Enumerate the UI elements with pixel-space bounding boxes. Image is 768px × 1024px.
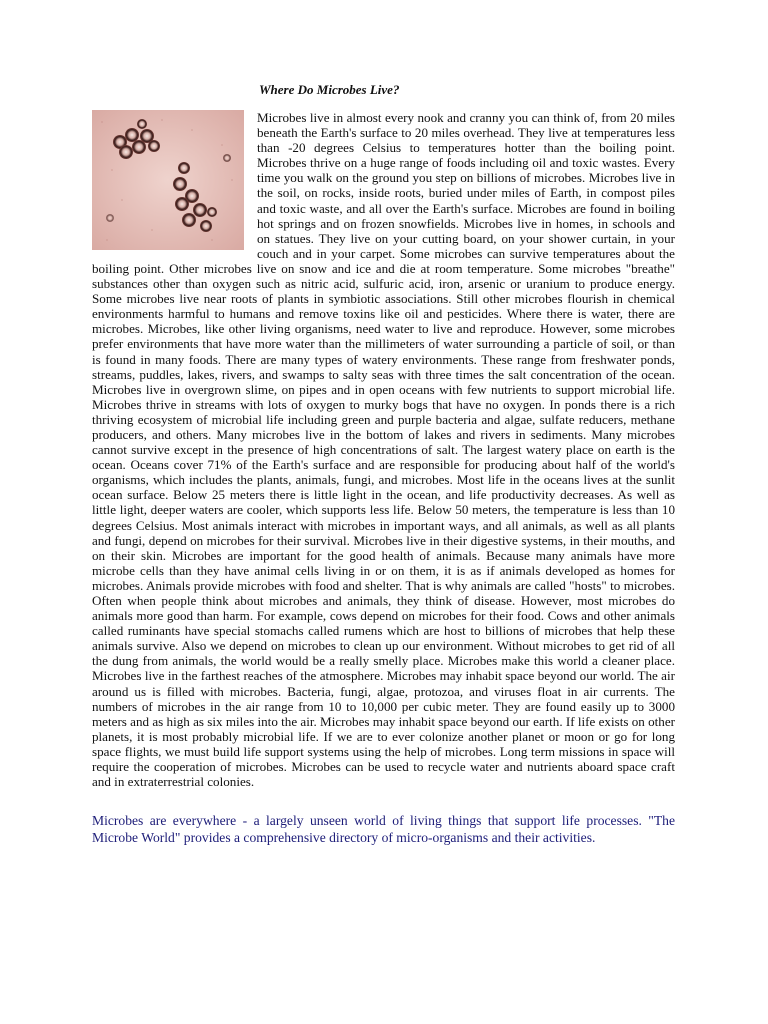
article-body-block	[92, 110, 675, 789]
article-footer-text: Microbes are everywhere - a largely unseen world of living things that support life processes. "The Microbe World" provides a comprehensive directory of micro-organisms and their activities.	[92, 813, 675, 846]
document-page	[92, 82, 675, 846]
microbe-micrograph-image	[92, 110, 244, 250]
article-title: Where Do Microbes Live?	[259, 82, 400, 97]
article-body-text: Microbes live in almost every nook and cranny you can think of, from 20 miles beneath the Earth's surface to 20 miles overhead. They live at temperatures less than -20 degrees Celsius to temperatures hotter than the boiling point. Microbes thrive on a huge range of foods including oil and toxic wastes. Every time you walk on the ground you step on billions of microbes. Microbes live in the soil, on rocks, inside roots, buried under miles of Earth, in compost piles and toxic waste, and all over the Earth's surface. Microbes are found in boiling hot springs and on frozen snowfields. Microbes live in homes, in schools and on statues. They live on your cutting board, on your shower curtain, in your couch and in your carpet. Some microbes can survive temperatures about the boiling point. Other microbes live on snow and ice and die at room temperature. Some microbes "breathe" substances other than oxygen such as nitric acid, sulfuric acid, iron, arsenic or uranium to produce energy. Some microbes live near roots of plants in symbiotic associations. Still other microbes flourish in chemical environments harmful to humans and remove toxins like oil and pesticides. Where there is water, there are microbes. Microbes, like other living organisms, need water to live and reproduce. However, some microbes prefer environments that have more water than the millimeters of water surrounding a particle of soil, or than is found in many foods. There are many types of watery environments. These range from freshwater ponds, streams, puddles, lakes, rivers, and swamps to salty seas with three times the salt concentration of the ocean. Microbes live in overgrown slime, on pipes and in open oceans with few nutrients to support microbial life. Microbes thrive in streams with lots of oxygen to murky bogs that have no oxygen. In ponds there is a rich thriving ecosystem of microbial life including green and purple bacteria and algae, sulfate reducers, methane producers, and others. Many microbes live in the bottom of lakes and rivers in sediments. Many microbes cannot survive except in the presence of high concentrations of salt. The largest watery place on earth is the ocean. Oceans cover 71% of the Earth's surface and are responsible for producing about half of the world's organisms, which includes the plants, animals, fungi, and microbes. Most life in the oceans lives at the sunlit ocean surface. Below 25 meters there is little light in the ocean, and life productivity decreases. As well as little light, deeper waters are cooler, which supports less life. Below 50 meters, the temperature is less than 10 degrees Celsius. Most animals interact with microbes in important ways, and all animals, as well as all plants and fungi, depend on microbes for their survival. Microbes live in their digestive systems, in their mouths, and on their skin. Microbes are important for the good health of animals. Because many animals have more microbe cells than they have animal cells living in or on them, it is as if animals developed as homes for microbes. Animals provide microbes with food and shelter. That is why animals are called "hosts" to microbes. Often when people think about microbes and animals, they think of disease. However, most microbes do animals more good than harm. For example, cows depend on microbes for their food. Cows and other animals called ruminants have special stomachs called rumens which are host to billions of microbes that help these animals survive. Also we depend on microbes to clean up our environment. Without microbes to get rid of all the dung from animals, the world would be a really smelly place. Microbes make this world a cleaner place. Microbes live in the farthest reaches of the atmosphere. Microbes may inhabit space beyond our world. The air around us is filled with microbes. Bacteria, fungi, algae, protozoa, and viruses float in air currents. The numbers of microbes in the air range from 10 to 10,000 per cubic meter. They are found easily up to 3000 meters and as high as six miles into the air. Microbes may inhabit space beyond our earth. If life exists on other planets, it is most probably microbial life. If we are to ever colonize another planet or moon or go for long space flights, we must build life support systems using the help of microbes. Long term missions in space will require the cooperation of microbes. Microbes can be used to recycle water and nutrients aboard space craft and in extraterrestrial colonies.	[92, 110, 675, 790]
